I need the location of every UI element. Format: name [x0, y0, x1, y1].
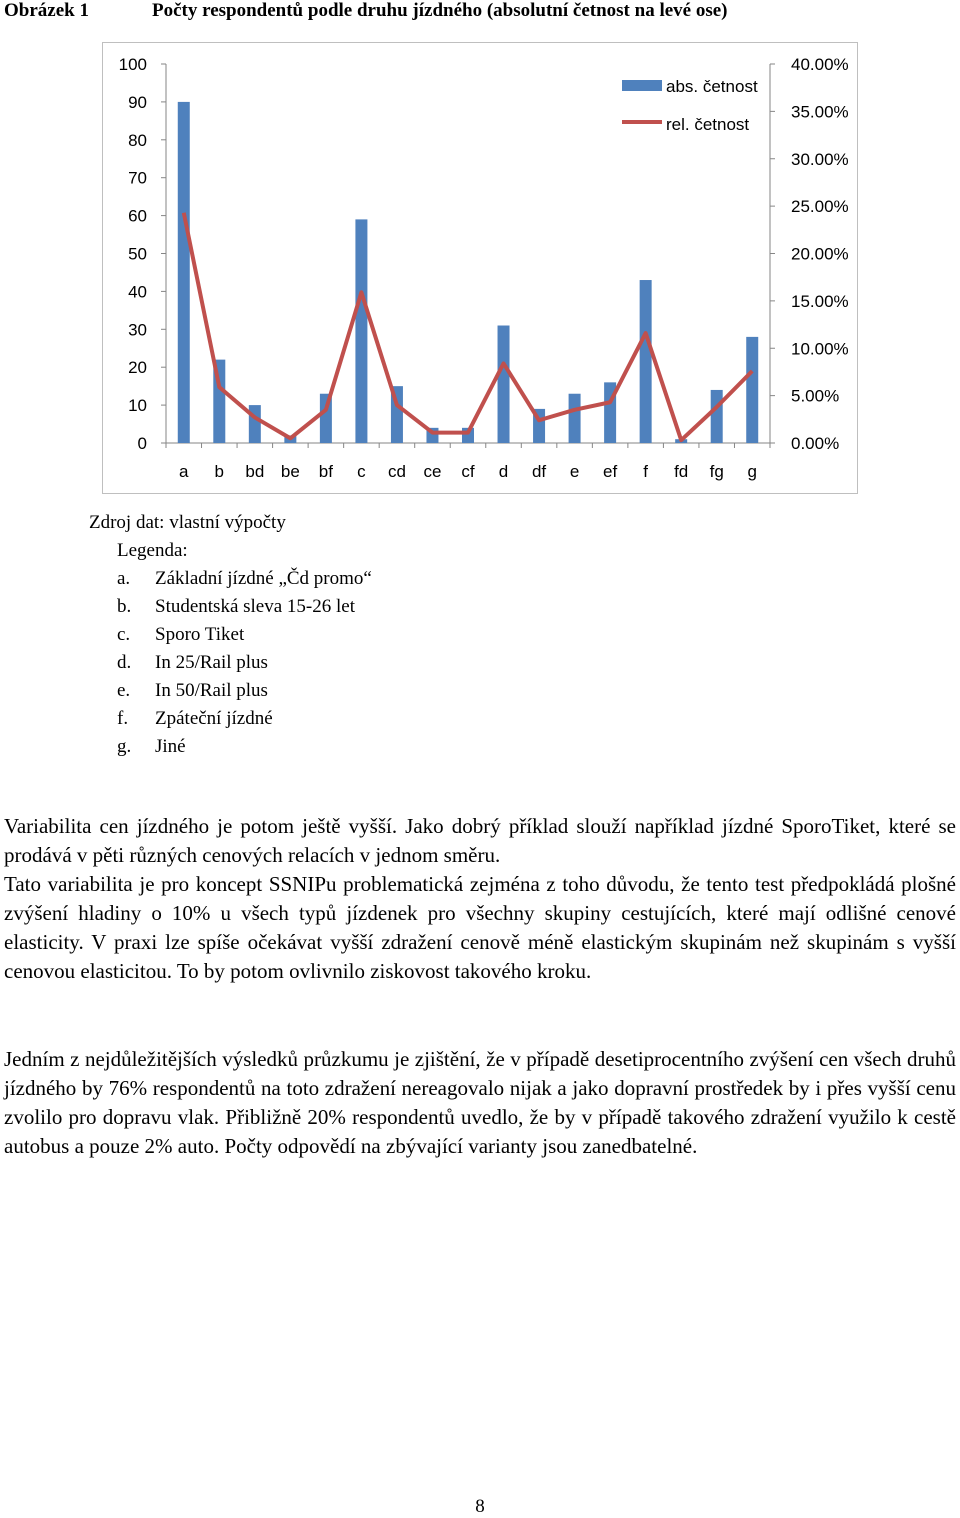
y-tick-label-right: 0.00% [791, 434, 840, 453]
legend-letter: b. [117, 596, 132, 617]
y-tick-label-right: 30.00% [791, 149, 849, 169]
legend-letter: a. [117, 568, 131, 589]
bar [498, 326, 510, 443]
y-tick-label-left: 20 [128, 358, 147, 378]
y-tick-label-right: 10.00% [791, 339, 849, 359]
y-tick-label-left: 90 [128, 92, 147, 112]
bar [355, 219, 367, 443]
legend-text: Základní jízdné „Čd promo“ [155, 568, 372, 589]
x-tick-label: c [357, 462, 366, 481]
figure-number: Obrázek 1 [4, 0, 89, 21]
legend-text: In 50/Rail plus [155, 680, 268, 701]
y-tick-label-left: 80 [128, 130, 147, 150]
x-tick-label: be [280, 462, 300, 481]
x-tick-label: f [643, 462, 649, 481]
paragraph: Tato variabilita je pro koncept SSNIPu problematická zejména z toho důvodu, že tento test předpokládá plošné zvýšení hladiny o 10% u všech typů jízdenek pro všechny skupiny cestujících, které mají odlišné cenové elasticity. V praxi lze spíše očekávat vyšší zdražení cenově méně elastickým skupinám než skupinám s vyšší cenovou elasticitou. To by potom ovlivnilo ziskovost takového kroku. [4, 872, 956, 983]
x-tick-label: cf [461, 462, 475, 481]
legend-bar-swatch [622, 80, 662, 91]
figure-title: Počty respondentů podle druhu jízdného (absolutní četnost na levé ose) [152, 0, 728, 21]
x-tick-label: e [569, 462, 580, 481]
line-series [184, 213, 752, 440]
x-tick-label: d [498, 462, 509, 481]
data-source: Zdroj dat: vlastní výpočty [89, 512, 286, 533]
bar [640, 280, 652, 443]
y-tick-label-left: 0 [137, 434, 147, 453]
x-tick-label: df [531, 462, 547, 481]
paragraph: Jedním z nejdůležitějších výsledků průzkumu je zjištění, že v případě desetiprocentního zvýšení cen všech druhů jízdného by 76% respondentů na toto zdražení nereagovalo nijak a jako dopravní prostředek by i přes vyšší cenu zvolilo pro dopravu vlak. Přibližně 20% respondentů uvedlo, že by v případě takového zdražení využilo k cestě autobus a pouze 2% auto. Počty odpovědí na zbývající varianty jsou zanedbatelné. [4, 1047, 956, 1158]
bar [711, 390, 723, 443]
legend-title: Legenda: [117, 540, 188, 561]
legend-text: Sporo Tiket [155, 624, 245, 645]
y-tick-label-left: 10 [128, 396, 147, 416]
bar [746, 337, 758, 443]
page-number: 8 [475, 1496, 485, 1517]
y-tick-label-left: 60 [128, 206, 147, 226]
bar [249, 405, 261, 443]
y-tick-label-right: 5.00% [791, 386, 840, 406]
legend-text: Studentská sleva 15-26 let [155, 596, 355, 617]
x-tick-label: fd [674, 462, 689, 481]
y-tick-label-left: 70 [128, 168, 147, 188]
y-tick-label-right: 20.00% [791, 244, 849, 264]
y-tick-label-left: 40 [128, 282, 147, 302]
x-tick-label: bf [318, 462, 333, 481]
bar [178, 102, 190, 443]
legend-letter: d. [117, 652, 132, 673]
x-tick-label: a [179, 462, 189, 481]
x-tick-label: bd [245, 462, 265, 481]
y-tick-label-left: 50 [128, 244, 147, 264]
x-tick-label: ce [423, 462, 442, 481]
x-tick-label: ef [603, 462, 618, 481]
y-tick-label-right: 40.00% [791, 55, 849, 74]
chart-svg [0, 0, 960, 500]
legend-letter: g. [117, 736, 132, 757]
legend-label-line: rel. četnost [666, 115, 750, 134]
legend-letter: c. [117, 624, 131, 645]
x-tick-label: b [214, 462, 225, 481]
legend-label-bar: abs. četnost [666, 77, 758, 96]
legend-letter: f. [117, 708, 129, 729]
y-tick-label-right: 35.00% [791, 102, 849, 122]
y-tick-label-left: 30 [128, 320, 147, 340]
legend-text: In 25/Rail plus [155, 652, 268, 673]
paragraph: Variabilita cen jízdného je potom ještě vyšší. Jako dobrý příklad slouží například jízdné SporoTiket, které se prodává v pěti různých cenových relacích v jednom směru. [4, 814, 956, 867]
y-tick-label-right: 25.00% [791, 197, 849, 217]
legend-text: Jiné [155, 736, 186, 757]
x-tick-label: g [747, 462, 757, 481]
bar [569, 394, 581, 443]
legend-text: Zpáteční jízdné [155, 708, 273, 729]
legend-letter: e. [117, 680, 131, 701]
x-tick-label: fg [709, 462, 724, 481]
y-tick-label-right: 15.00% [791, 291, 849, 311]
y-tick-label-left: 100 [118, 55, 147, 74]
x-tick-label: cd [387, 462, 406, 481]
